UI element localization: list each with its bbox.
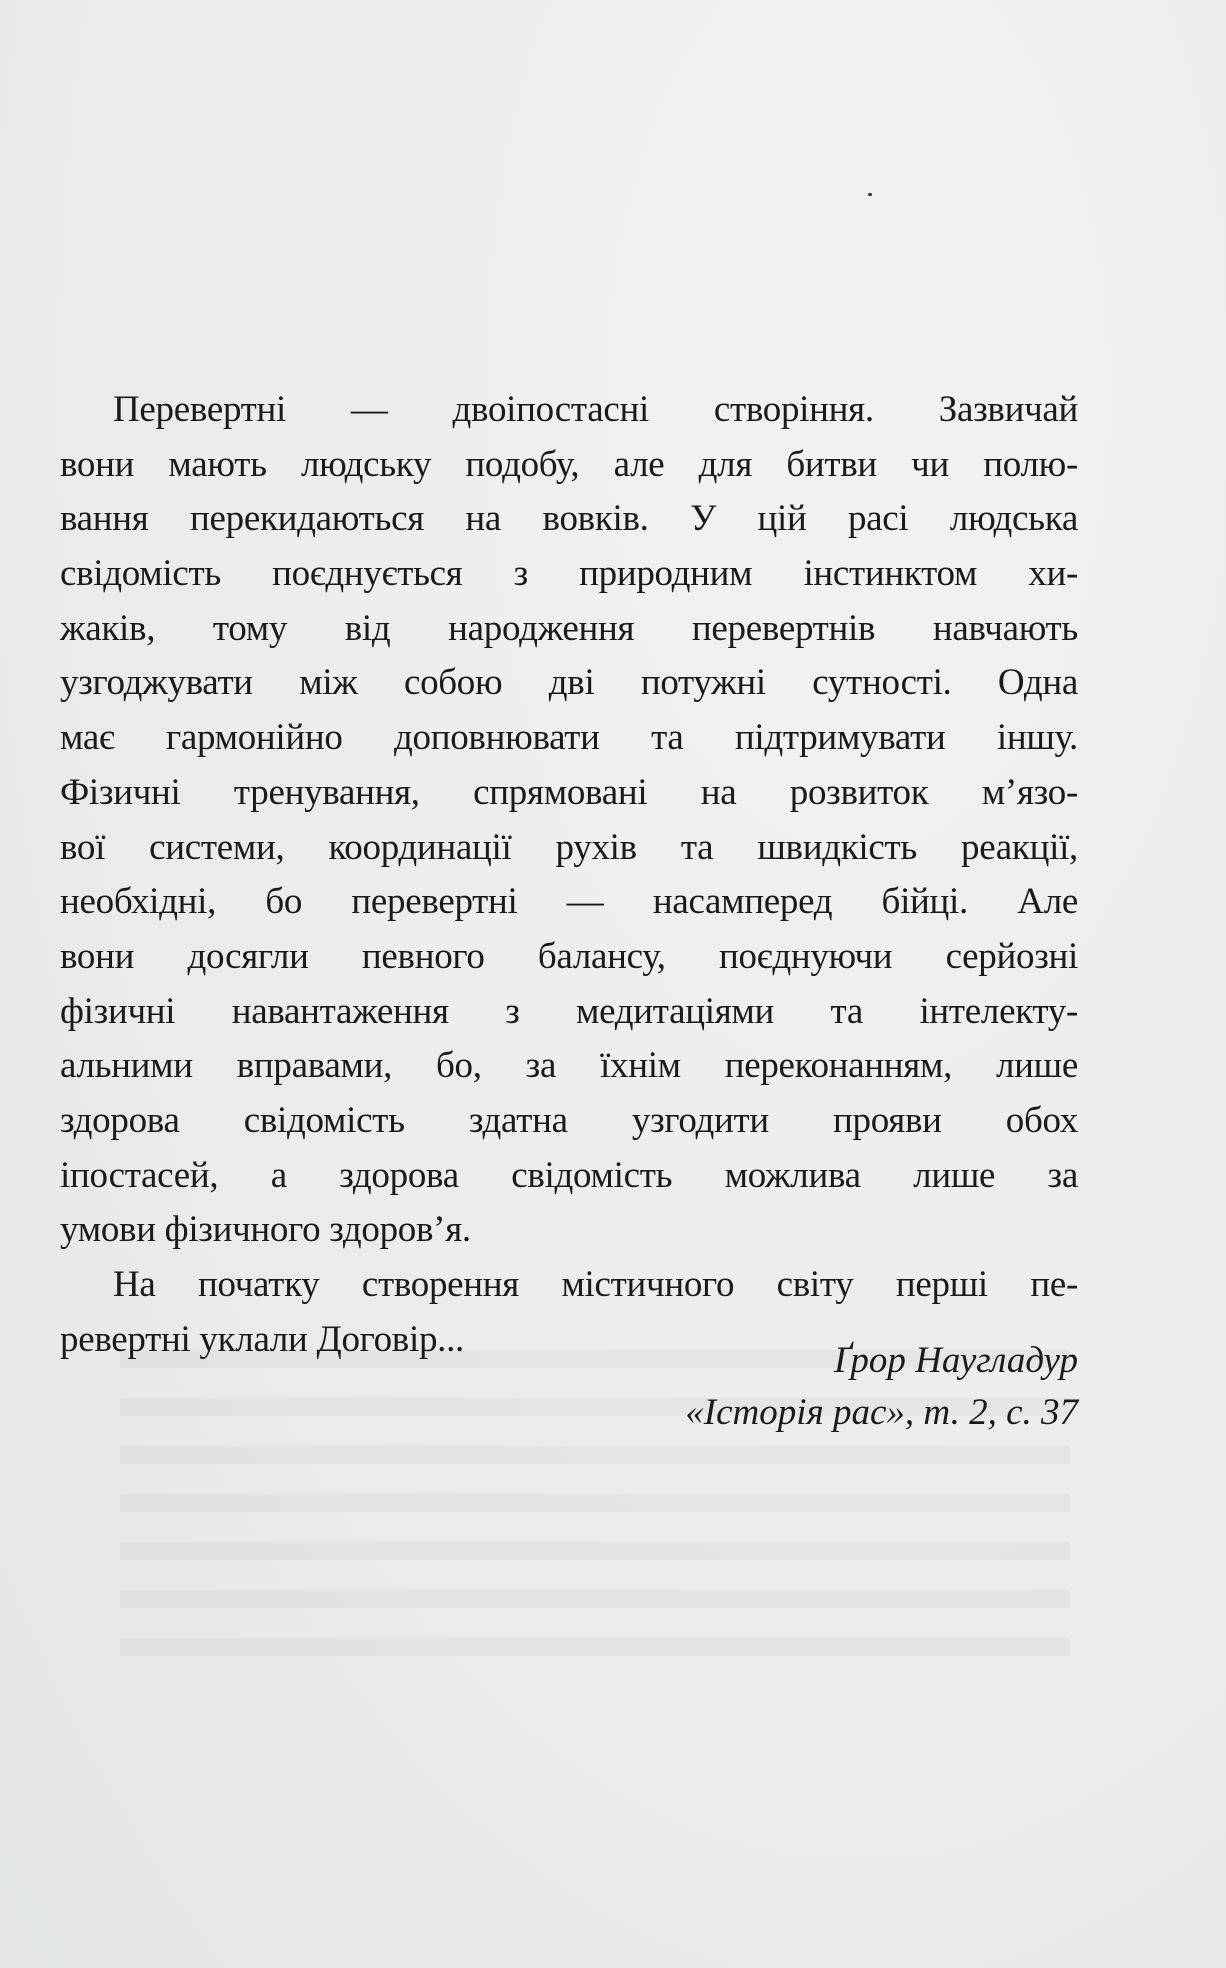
text-line: іпостасей, а здорова свідомість можлива лише за bbox=[60, 1154, 1078, 1196]
text-line: здорова свідомість здатна узгодити прояви обох bbox=[60, 1099, 1078, 1141]
text-line: Фізичні тренування, спрямовані на розвиток м’язо- bbox=[60, 771, 1078, 813]
text-line: має гармонійно доповнювати та підтримувати іншу. bbox=[60, 717, 1078, 759]
text-line: вання перекидаються на вовків. У цій расі людська bbox=[60, 498, 1078, 540]
text-line: жаків, тому від народження перевертнів навчають bbox=[60, 607, 1078, 649]
epigraph-text bbox=[60, 383, 1078, 1367]
text-line: свідомість поєднується з природним інстинктом хи- bbox=[60, 553, 1078, 595]
text-line: ревертні уклали Договір... bbox=[60, 1318, 465, 1360]
attribution bbox=[685, 1335, 1078, 1439]
text-line: Перевертні — двоіпостасні створіння. Зазвичай bbox=[113, 389, 1078, 430]
text-line: необхідні, бо перевертні — насамперед бійці. Але bbox=[60, 881, 1078, 923]
text-line: альними вправами, бо, за їхнім переконанням, лише bbox=[60, 1045, 1078, 1087]
paragraph-1 bbox=[60, 383, 1078, 1258]
text-line: На початку створення містичного світу перші пе- bbox=[113, 1264, 1078, 1305]
speck bbox=[868, 193, 872, 196]
text-line: вони мають людську подобу, але для битви чи полю- bbox=[60, 443, 1078, 485]
text-line: вої системи, координації рухів та швидкість реакції, bbox=[60, 826, 1078, 868]
text-line: фізичні навантаження з медитаціями та інтелекту- bbox=[60, 990, 1078, 1032]
text-line: вони досягли певного балансу, поєднуючи серйозні bbox=[60, 935, 1078, 977]
text-line: умови фізичного здоров’я. bbox=[60, 1209, 471, 1251]
text-line: узгоджувати між собою дві потужні сутності. Одна bbox=[60, 662, 1078, 704]
attribution-author: Ґрор Наугладур bbox=[834, 1340, 1078, 1381]
attribution-source: «Історія рас», т. 2, с. 37 bbox=[685, 1392, 1078, 1433]
